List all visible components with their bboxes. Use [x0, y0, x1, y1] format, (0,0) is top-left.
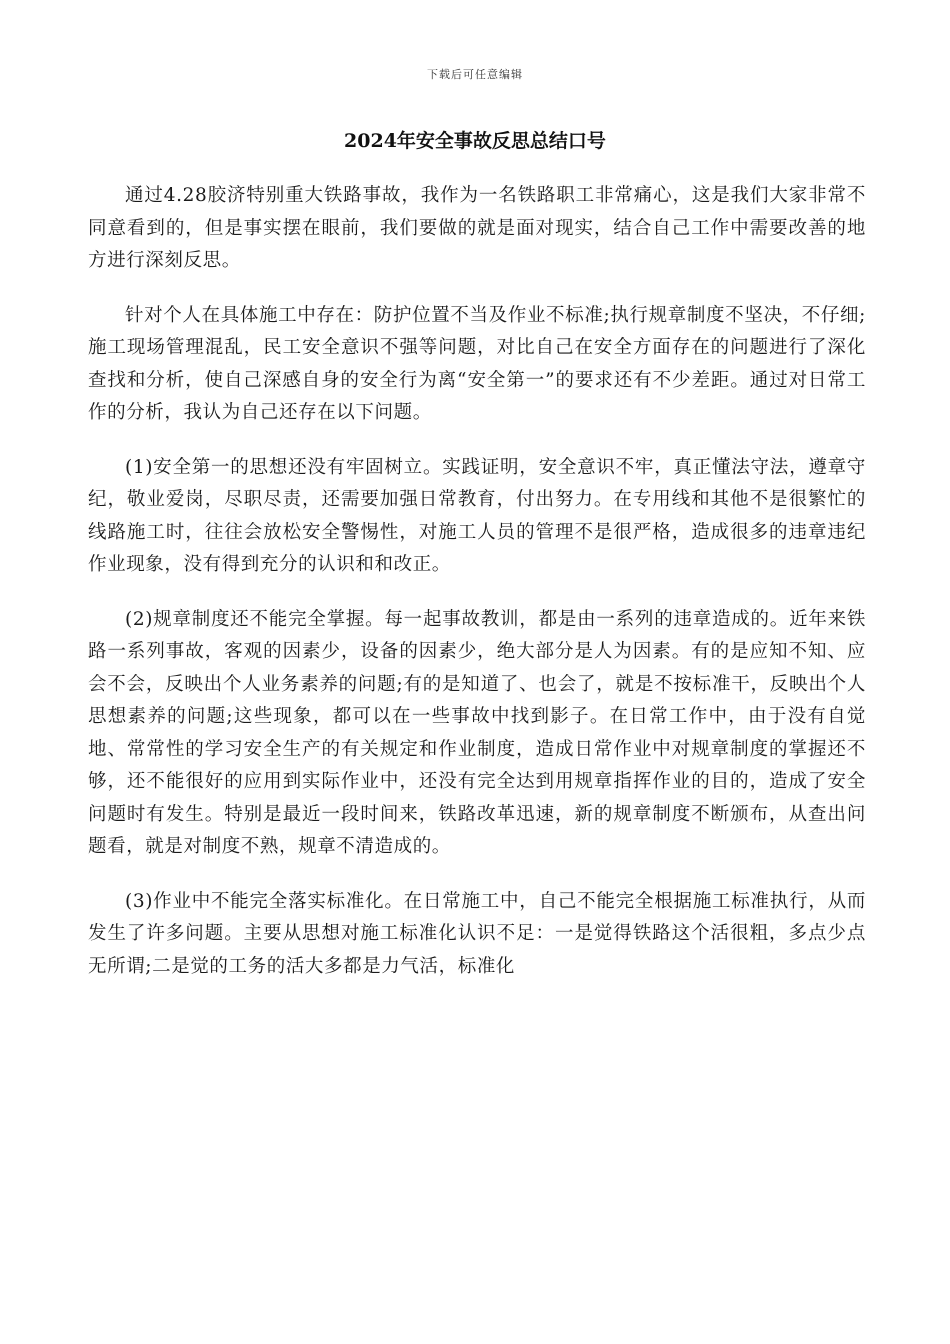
header-note: 下载后可任意编辑 [427, 68, 523, 81]
paragraph-issues: 针对个人在具体施工中存在：防护位置不当及作业不标准;执行规章制度不坚决，不仔细;施工现场管理混乱，民工安全意识不强等问题，对比自己在安全方面存在的问题进行了深化查找和分析，使自己深感自身的安全行为离“安全第一”的要求还有不少差距。通过对日常工作的分析，我认为自己还存在以下问题。 [88, 304, 866, 423]
paragraph-point-3: (3)作业中不能完全落实标准化。在日常施工中，自己不能完全根据施工标准执行，从而发生了许多问题。主要从思想对施工标准化认识不足：一是觉得铁路这个活很粗，多点少点无所谓;二是觉的工务的活大多都是力气活，标准化 [88, 890, 866, 977]
document-body [88, 180, 866, 1005]
paragraph-point-1: (1)安全第一的思想还没有牢固树立。实践证明，安全意识不牢，真正懂法守法，遵章守纪，敬业爱岗，尽职尽责，还需要加强日常教育，付出努力。在专用线和其他不是很繁忙的线路施工时，往往会放松安全警惕性，对施工人员的管理不是很严格，造成很多的违章违纪作业现象，没有得到充分的认识和和改正。 [88, 456, 866, 575]
paragraph-point-2: (2)规章制度还不能完全掌握。每一起事故教训，都是由一系列的违章造成的。近年来铁路一系列事故，客观的因素少，设备的因素少，绝大部分是人为因素。有的是应知不知、应会不会，反映出个人业务素养的问题;有的是知道了、也会了，就是不按标准干，反映出个人思想素养的问题;这些现象，都可以在一些事故中找到影子。在日常工作中，由于没有自觉地、常常性的学习安全生产的有关规定和作业制度，造成日常作业中对规章制度的掌握还不够，还不能很好的应用到实际作业中，还没有完全达到用规章指挥作业的目的，造成了安全问题时有发生。特别是最近一段时间来，铁路改革迅速，新的规章制度不断颁布，从查出问题看，就是对制度不熟，规章不清造成的。 [88, 608, 866, 857]
paragraph-intro: 通过4.28胶济特别重大铁路事故，我作为一名铁路职工非常痛心，这是我们大家非常不同意看到的，但是事实摆在眼前，我们要做的就是面对现实，结合自己工作中需要改善的地方进行深刻反思。 [88, 185, 866, 271]
document-title: 2024年安全事故反思总结口号 [344, 130, 606, 152]
